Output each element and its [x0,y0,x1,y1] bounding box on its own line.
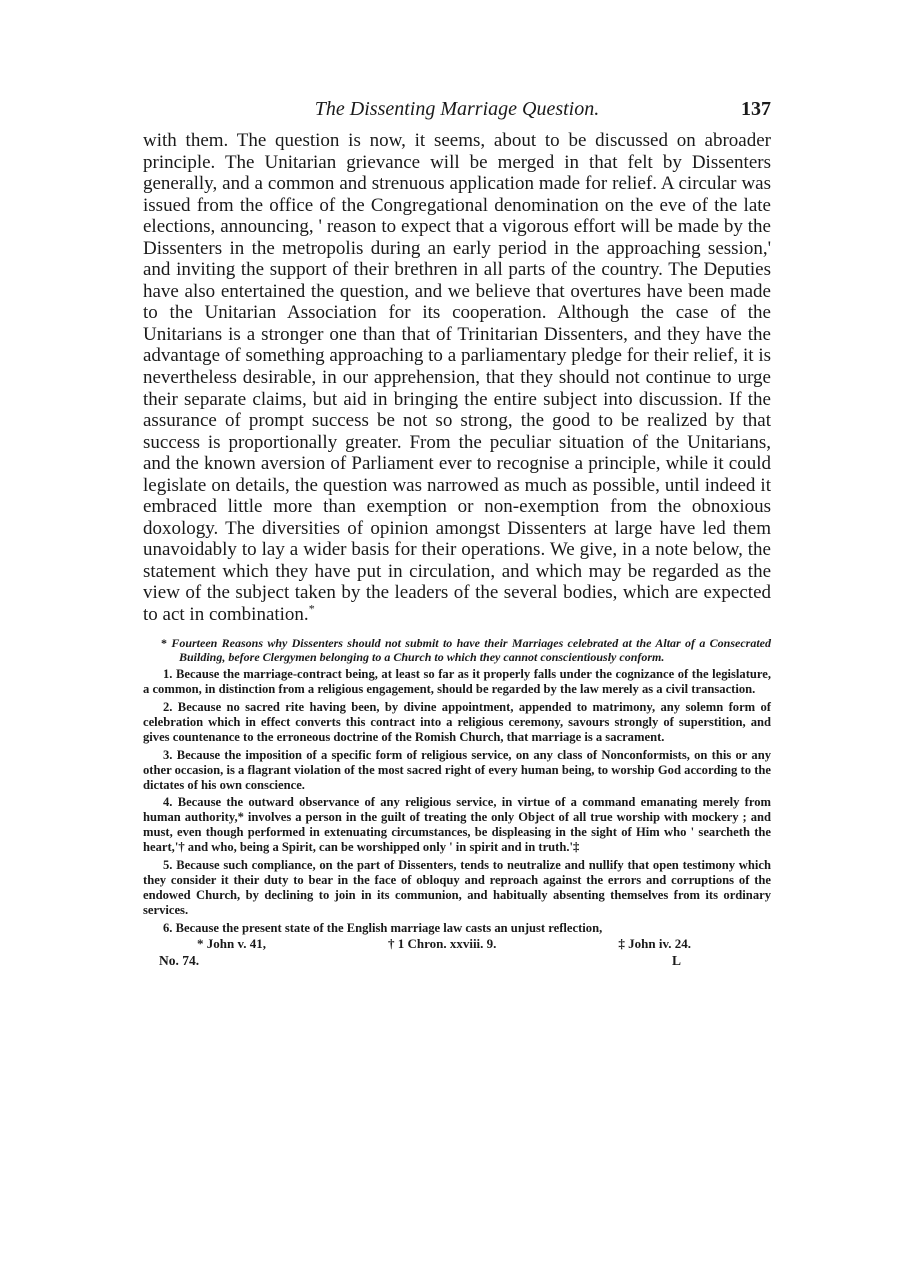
ref-john-iv: ‡ John iv. 24. [618,935,691,951]
ref-john-v: * John v. 41, [197,935,266,951]
body-paragraph [143,130,771,626]
reason-6: 6. Because the present state of the English marriage law casts an unjust reflection, [163,920,603,935]
running-header [143,92,771,122]
reason-5: 5. Because such compliance, on the part of Dissenters, tends to neutralize and nullify that open testimony which they consider it their duty to bear in the face of obloquy and reproach against the errors and corruptions of the endowed Church, by declining to join in its communion, and habitually absenting themselves from its ordinary services. [143,858,771,917]
reason-3: 3. Because the imposition of a specific form of religious service, on any class of Nonconformists, on this or any other occasion, is a flagrant violation of the most sacred right of every human being, to worship God according to the dictates of his own conscience. [143,747,771,792]
page [143,92,771,969]
ref-chronicles: † 1 Chron. xxviii. 9. [387,935,497,951]
footnote-heading-text: Fourteen Reasons why Dissenters should not submit to have their Marriages celebrated at the Altar of a Consecrated Building, before Clergymen belonging to a Church to which they cannot conscientiously conform. [171,635,772,664]
footnote-mark: * [308,601,315,616]
page-number: 137 [741,98,771,120]
issue-number: No. 74. [159,952,200,968]
scripture-references [143,936,771,951]
footnote-heading [143,636,771,665]
signature-mark: L [671,952,681,968]
reason-1: 1. Because the marriage-contract being, at least so far as it properly falls under the cognizance of the legislature, a common, in distinction from a religious engagement, should be regarded by the law merely as a civil transaction. [143,667,771,697]
reason-2: 2. Because no sacred rite having been, by divine appointment, appended to matrimony, any solemn form of celebration which in effect converts this contract into a religious ceremony, savours strongly of superstition, and gives countenance to the erroneous doctrine of the Romish Church, that marriage is a sacrament. [143,699,771,744]
footnote-heading-mark: * [161,635,167,650]
running-title: The Dissenting Marriage Question. [314,98,600,120]
body-text: with them. The question is now, it seems, about to be discussed on abroader principle. The Unitarian grievance will be merged in that felt by Dissenters generally, and a common and strenuous application made for relief. A circular was issued from the office of the Congregational denomination on the eve of the late elections, announcing, ' reason to expect that a vigorous effort will be made by the Dissenters in the metropolis during an early period in the approaching session,' and inviting the support of their brethren in all parts of the country. The Deputies have also entertained the question, and we believe that overtures have been made to the Unitarian Association for its cooperation. Although the case of the Unitarians is a stronger one than that of Trinitarian Dissenters, and they have the advantage of something approaching to a parliamentary pledge for their relief, it is nevertheless desirable, in our apprehension, that they should not continue to urge their separate claims, but aid in bringing the entire subject into discussion. If the assurance of prompt success be not so strong, the good to be realized by that success is proportionally greater. From the peculiar situation of the Unitarians, and the known aversion of Parliament ever to recognise a principle, while it could legislate on details, the question was narrowed as much as possible, until indeed it embraced little more than exemption or non-exemption from the obnoxious doxology. The diversities of opinion amongst Dissenters at large have led them unavoidably to lay a wider basis for their operations. We give, in a note below, the statement which they have put in circulation, and which may be regarded as the view of the subject taken by the leaders of the several bodies, which are expected to act in combination. [143,130,771,626]
page-footer [143,953,771,969]
reason-4: 4. Because the outward observance of any religious service, in virtue of a command emanating merely from human authority,* involves a person in the guilt of treating the only Object of all true worship with mockery ; and must, even though performed in extenuating circumstances, be displeasing in the sight of Him who ' searcheth the heart,'† and who, being a Spirit, can be worshipped only ' in spirit and in truth.'‡ [143,795,771,855]
